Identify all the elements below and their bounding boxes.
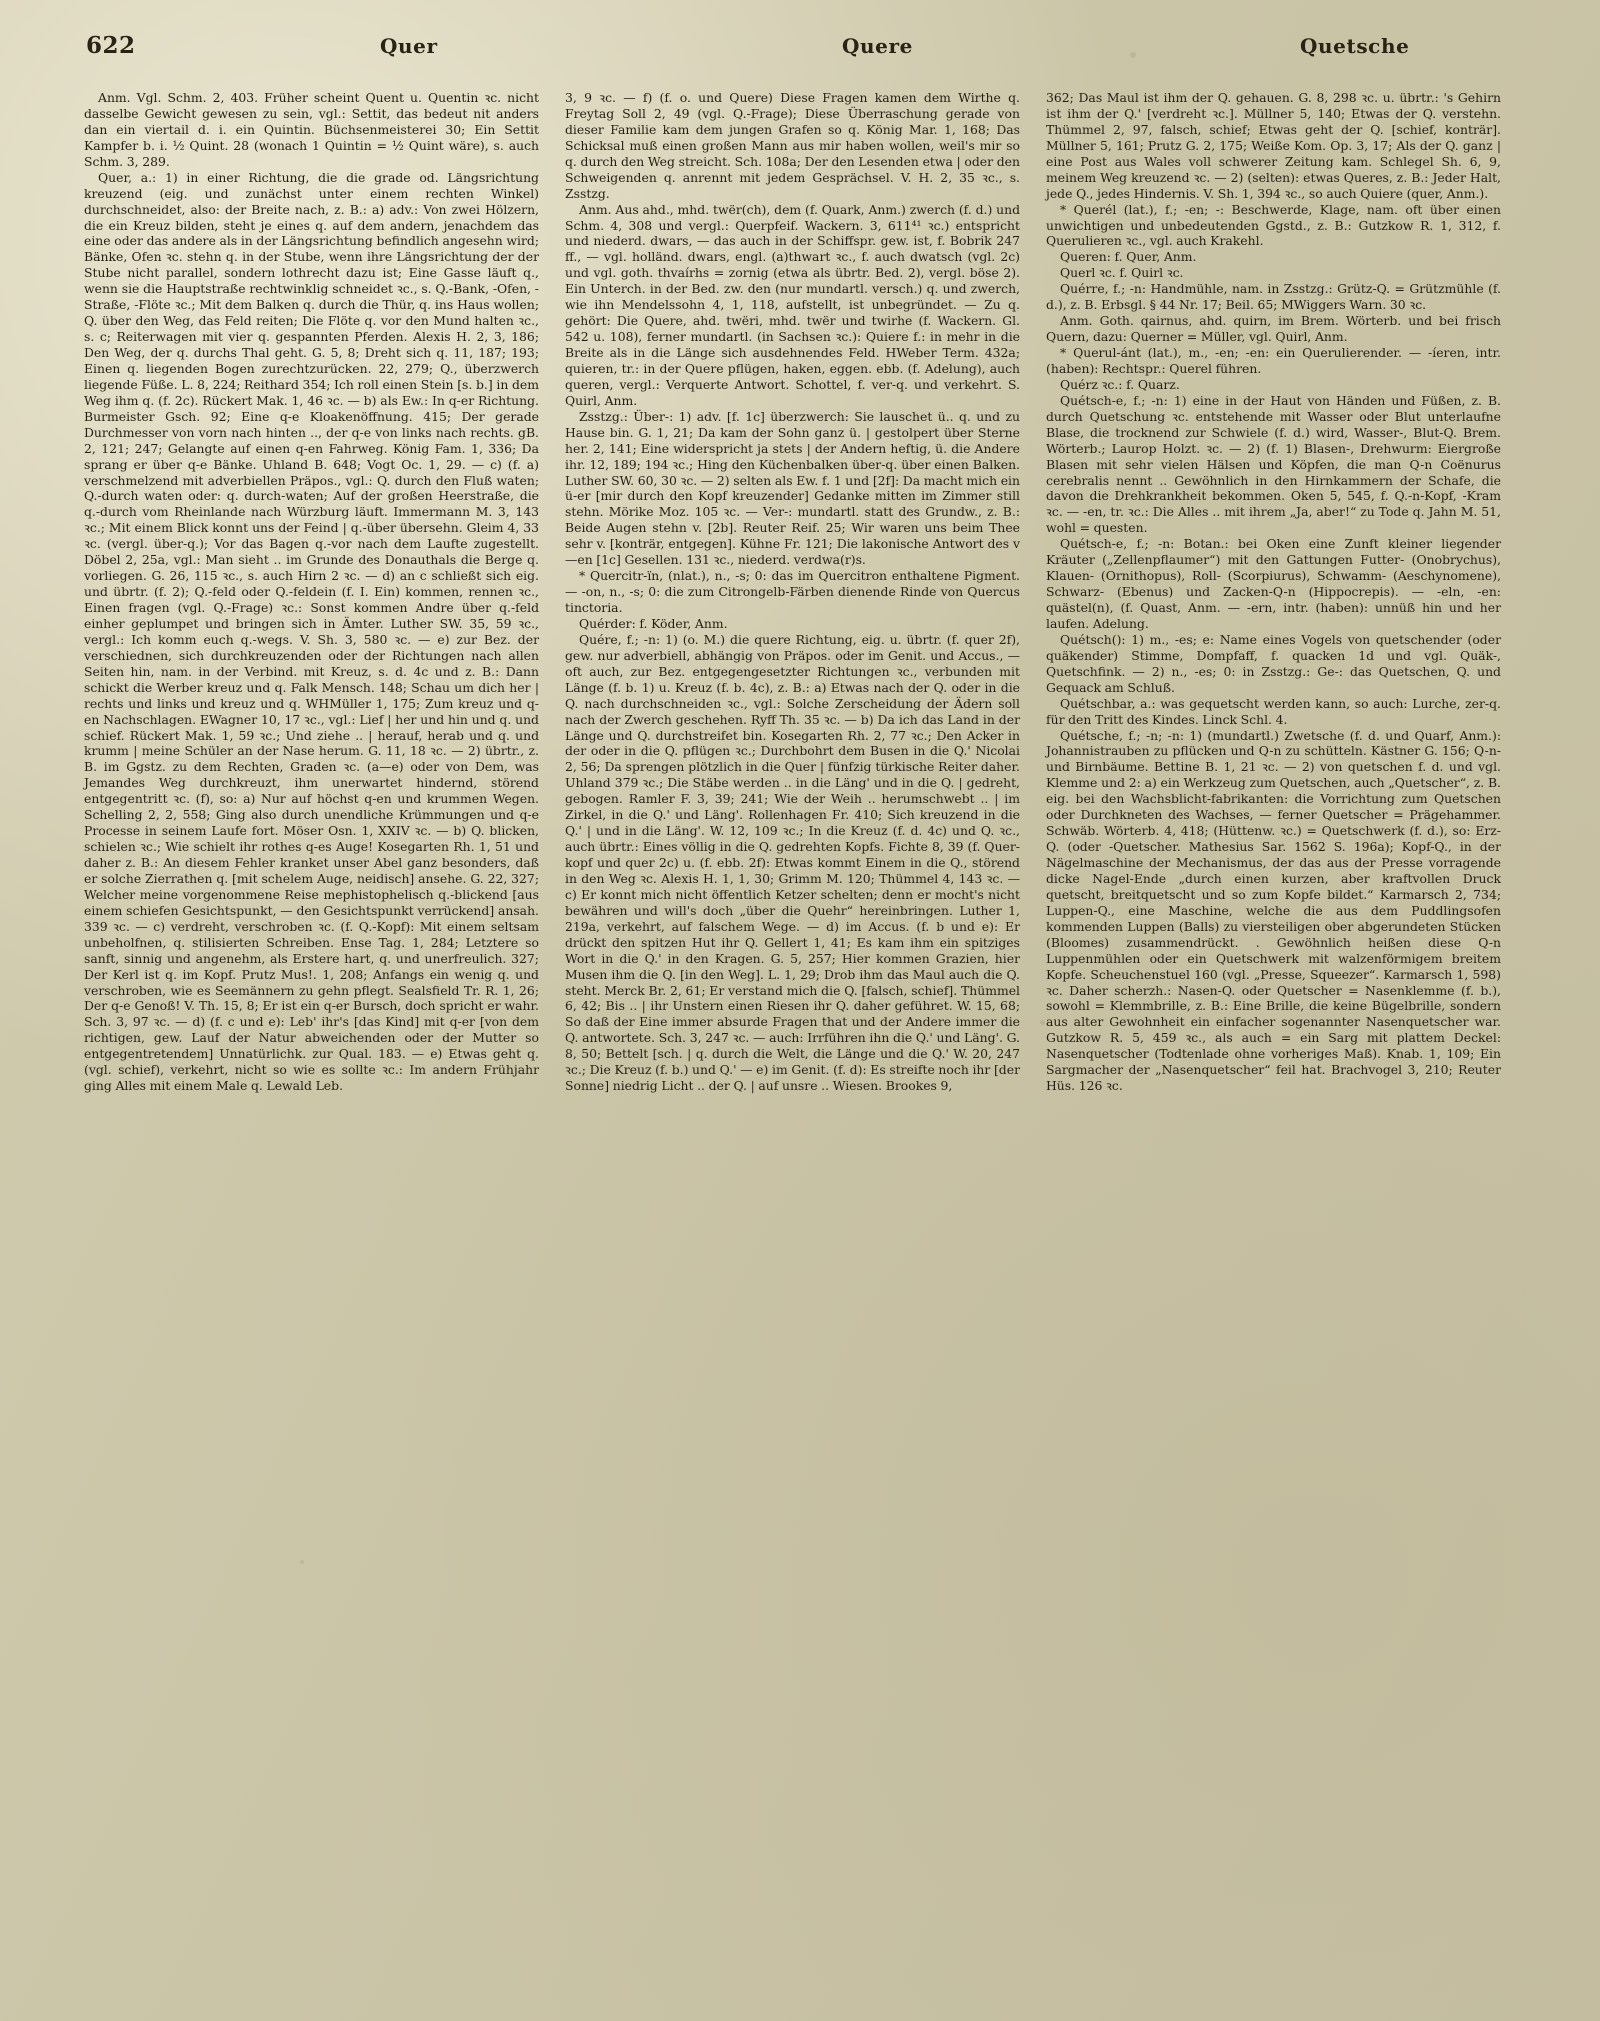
paragraph: Quére, f.; -n: 1) (o. M.) die quere Richtung, eig. u. übrtr. (f. quer 2f), gew. nur adverbiell, abhängig von Präpos. oder im Genit. und Accus., — oft auch, zur Bez. entgegengesetzter Richtungen ꝛc., verbunden mit Länge (f. b. 1) u. Kreuz (f. b. 4c), z. B.: a) Etwas nach der Q. oder in die Q. nach durchschneiden ꝛc., vgl.: Solche Zerscheidung der Ädern soll nach der Zwerch geschehen. Ryff Th. 35 ꝛc. — b) Da ich das Land in der Länge und Q. durchstreifet bin. Kosegarten Rh. 2, 77 ꝛc.; Den Acker in der oder in die Q. pflügen ꝛc.; Durchbohrt dem Busen in die Q.' Nicolai 2, 56; Da sprengen plötzlich in die Quer | fünfzig türkische Reiter daher. Uhland 379 ꝛc.; Die Stäbe werden .. in die Läng' und in die Q. | gedreht, gebogen. Ramler F. 3, 39; 241; Wie der Weih .. herumschwebt .. | im Zirkel, in die Q.' und Läng'. Rollenhagen Fr. 410; Sich kreuzend in die Q.' | und in die Läng'. W. 12, 109 ꝛc.; In die Kreuz (f. d. 4c) und Q. ꝛc., auch übrtr.: Eines völlig in die Q. gedrehten Kopfs. Fichte 8, 39 (f. Quer-kopf und quer 2c) u. (f. ebb. 2f): Etwas kommt Einem in die Q., störend in den Weg ꝛc. Alexis H. 1, 1, 30; Grimm M. 120; Thümmel 4, 143 ꝛc. — c) Er konnt mich nicht öffentlich Ketzer schelten; denn er mocht's nicht bewähren und will's doch „über die Quehr“ hereinbringen. Luther 1, 219a, verkehrt, auf falschem Wege. — d) im Accus. (f. b und e): Er drückt den spitzen Hut ihr Q. Gellert 1, 41; Es kam ihm ein spitziges Wort in die Q.' in den Kragen. G. 5, 257; Hier kommen Grazien, hier Musen ihm die Q. [in den Weg]. L. 1, 29; Drob ihm das Maul auch die Q. steht. Merck Br. 2, 61; Er verstand mich die Q. [falsch, schief]. Thümmel 6, 42; Bis .. | ihr Unstern einen Riesen ihr Q. daher geführet. W. 15, 68; So daß der Eine immer absurde Fragen that und der Andere immer die Q. antwortete. Sch. 3, 247 ꝛc. — auch: Irrführen ihn die Q.' und Läng'. G. 8, 50; Bettelt [sch. | q. durch die Welt, die Länge und die Q.' W. 20, 247 ꝛc.; Die Kreuz (f. b.) und Q.' — e) im Genit. (f. d): Es streifte noch ihr [der Sonne] niedrig Licht .. der Q. | auf unsre .. Wiesen. Brookes 9, <box>565 631 1020 1094</box>
paragraph: * Quercitr-ïn, (nlat.), n., -s; 0: das im Quercitron enthaltene Pigment. — -on, n., -s; 0: die zum Citrongelb-Färben dienende Rinde von Quercus tinctoria. <box>565 568 1020 615</box>
paragraph: * Querél (lat.), f.; -en; -: Beschwerde, Klage, nam. oft über einen unwichtigen und unbedeutenden Ggstd., z. B.: Gutzkow R. 1, 312, f. Querulieren ꝛc., vgl. auch Krakehl. <box>1046 201 1501 249</box>
paragraph: 3, 9 ꝛc. — f) (f. o. und Quere) Diese Fragen kamen dem Wirthe q. Freytag Soll 2, 49 (vgl. Q.-Frage); Diese Überraschung gerade von dieser Familie kam dem jungen Grafen so q. König Mar. 1, 168; Das Schicksal muß einen großen Mann aus mir haben wollen, weil's mir so q. durch den Weg streicht. Sch. 108a; Der den Lesenden etwa | oder den Schweigenden q. anrennt mit jedem Gesprächsel. V. H. 2, 35 ꝛc., s. Zsstzg. <box>565 90 1020 201</box>
text-columns <box>84 90 1548 1991</box>
paragraph: Quétschbar, a.: was gequetscht werden kann, so auch: Lurche, zer-q. für den Tritt des Kindes. Linck Schl. 4. <box>1046 695 1501 727</box>
page-number: 622 <box>86 32 136 59</box>
column-left <box>84 90 539 1991</box>
paragraph: Querl ꝛc. f. Quirl ꝛc. <box>1060 265 1184 281</box>
running-head-center: Quere <box>842 34 913 58</box>
page-content-area <box>60 28 1548 1991</box>
paragraph: Quérz ꝛc.: f. Quarz. <box>1060 376 1180 392</box>
paragraph: Anm. Vgl. Schm. 2, 403. Früher scheint Quent u. Quentin ꝛc. nicht dasselbe Gewicht gewesen zu sein, vgl.: Settit, das bedeut nit anders dan ein viertail d. i. ein Quintin. Büchsenmeisterei 30; Ein Settit Kampfer b. i. ¹⁄₂ Quint. 28 (wonach 1 Quintin = ¹⁄₂ Quint wäre), s. auch Schm. 3, 289. <box>84 90 539 169</box>
paragraph: Quérder: f. Köder, Anm. <box>579 615 728 631</box>
running-head-right: Quetsche <box>1300 34 1410 58</box>
paragraph: Quétsch-e, f.; -n: Botan.: bei Oken eine Zunft kleiner liegender Kräuter („Zellenpflaumer“) mit den Gattungen Futter- (Onobrychus), Klauen- (Ornithopus), Roll- (Scorpiurus), Schwamm- (Aeschynomene), Schwarz- (Ebenus) und Zacken-Q-n (Hippocrepis). — -eln, -en: quästel(n), (f. Quast, Anm. — -ern, intr. (haben): unnüß hin und her laufen. Adelung. <box>1046 536 1501 631</box>
paragraph: Quétsch(): 1) m., -es; e: Name eines Vogels von quetschender (oder quäkender) Stimme, Dompfaff, f. quacken 1d und vgl. Quäk-, Quetschfink. — 2) n., -es; 0: in Zsstzg.: Ge-: das Quetschen, Q. und Gequack am Schluß. <box>1046 631 1501 695</box>
paragraph: Quer, a.: 1) in einer Richtung, die die grade od. Längsrichtung kreuzend (eig. und zunächst unter einem rechten Winkel) durchschneidet, also: der Breite nach, z. B.: a) adv.: Von zwei Hölzern, die ein Kreuz bilden, steht je eines q. auf dem andern, jenachdem das eine oder das andere als in der Längsrichtung befindlich angesehn wird; Bänke, Ofen ꝛc. stehn q. in der Stube, wenn ihre Längsrichtung der der Stube nicht parallel, sondern lothrecht dazu ist; Eine Gasse läuft q., wenn sie die Hauptstraße rechtwinklig schneidet ꝛc., s. Q.-Bank, -Ofen, -Straße, -Flöte ꝛc.; Mit dem Balken q. durch die Thür, q. ins Haus wollen; Q. über den Weg, das Feld reiten; Die Flöte q. vor den Mund halten ꝛc., s. c; Reiterwagen mit vier q. gespannten Pferden. Alexis H. 2, 3, 186; Den Weg, der q. durchs Thal geht. G. 5, 8; Dreht sich q. 11, 187; 193; Einen q. liegenden Bogen zurechtzurücken. 22, 279; Q., überzwerch liegende Füße. L. 8, 224; Reithard 354; Ich roll einen Stein [s. b.] in dem Weg ihm q. (f. 2c). Rückert Mak. 1, 46 ꝛc. — b) als Ew.: In q-er Richtung. Burmeister Gsch. 92; Eine q-e Kloakenöffnung. 415; Der gerade Durchmesser von vorn nach hinten .., der q-e von links nach rechts. gB. 2, 121; 247; Gelangte auf einen q-en Fahrweg. König Fam. 1, 336; Da sprang er über q-e Bänke. Uhland B. 648; Vogt Oc. 1, 29. — c) (f. a) verschmelzend mit adverbiellen Präpos., vgl.: Q. durch den Fluß waten; Q.-durch waten oder: q. durch-waten; Auf der großen Heerstraße, die q.-durch vom Rheinlande nach Würzburg läuft. Immermann M. 3, 143 ꝛc.; Mit einem Blick konnt uns der Feind | q.-über übersehn. Gleim 4, 33 ꝛc. (vergl. über-q.); Vor das Bagen q.-vor nach dem Laufte zugestellt. Döbel 2, 25a, vgl.: Man sieht .. im Grunde des Donauthals die Berge q. vorliegen. G. 26, 115 ꝛc., s. auch Hirn 2 ꝛc. — d) an c schließt sich eig. und übrtr. (f. 2); Q.-feld oder Q.-feldein (f. I. Ein) kommen, rennen ꝛc., Einen fragen (vgl. Q.-Frage) ꝛc.: Sonst kommen Andre über q.-feld einher geplumpet und bringen sich in Ämter. Luther SW. 35, 59 ꝛc., vergl.: Ich komm euch q.-wegs. V. Sh. 3, 580 ꝛc. — e) zur Bez. der verschiednen, sich durchkreuzenden oder der Richtungen nach allen Seiten hin, nam. in der Verbind. mit Kreuz, s. d. 4c und z. B.: Dann schickt die Werber kreuz und q. Falk Mensch. 148; Schau um dich her | rechts und links und kreuz und q. WHMüller 1, 175; Zum kreuz und q-en Nachschlagen. EWagner 10, 17 ꝛc., vgl.: Lief | her und hin und q. und schief. Rückert Mak. 1, 59 ꝛc.; Und ziehe .. | herauf, herab und q. und krumm | meine Schüler an der Nase herum. G. 11, 18 ꝛc. — 2) übrtr., z. B. im Ggstz. zu dem Rechten, Graden ꝛc. (a—e) oder von Dem, was Jemandes Weg durchkreuzt, ihm unerwartet hindernd, störend entgegentritt ꝛc. (f), so: a) Nur auf höchst q-en und krummen Wegen. Schelling 2, 2, 558; Ging also durch unendliche Krümmungen und q-e Processe in seinem Laufe fort. Möser Osn. 1, XXIV ꝛc. — b) Q. blicken, schielen ꝛc.; Wie schielt ihr rothes q-es Auge! Kosegarten Rh. 1, 51 und daher z. B.: An diesem Fehler kranket unser Abel ganz besonders, daß er solche Zierrathen q. [mit schelem Auge, neidisch] ansehe. G. 22, 327; Welcher meine vorgenommene Reise mephistophelisch q.-blickend [aus einem schiefen Gesichtspunkt, — den Gesichtspunkt verrückend] ansah. 339 ꝛc. — c) verdreht, verschroben ꝛc. (f. Q.-Kopf): Mit einem seltsam unbeholfnen, q. stilisierten Schreiben. Ense Tag. 1, 284; Letztere so sanft, sinnig und angenehm, als Erstere hart, q. und unerfreulich. 327; Der Kerl ist q. im Kopf. Prutz Mus!. 1, 208; Anfangs ein wenig q. und verschroben, wie es Seemännern zu gehn pflegt. Sealsfield Tr. R. 1, 26; Der q-e Genoß! V. Th. 15, 8; Er ist ein q-er Bursch, doch spricht er wahr. Sch. 3, 97 ꝛc. — d) (f. c und e): Leb' ihr's [das Kind] mit q-er [von dem richtigen, gew. Lauf der Natur abweichenden oder der Mutter so entgegentretendem] Unnatürlichk. zur Qual. 183. — e) Etwas geht q. (vgl. schief), verkehrt, nicht so wie es sollte ꝛc.: Im andern Frühjahr ging Alles mit einem Male q. Lewald Leb. <box>84 169 539 1094</box>
paragraph: Queren: f. Quer, Anm. <box>1060 249 1197 265</box>
column-center <box>565 90 1020 1991</box>
paragraph: Zsstzg.: Über-: 1) adv. [f. 1c] überzwerch: Sie lauschet ü.. q. und zu Hause bin. G. 1, 21; Da kam der Sohn ganz ü. | gestolpert über Sterne her. 2, 141; Eine widerspricht ja stets | der Andern heftig, ü. die Andere ihr. 12, 189; 194 ꝛc.; Hing den Küchenbalken über-q. über einen Balken. Luther SW. 60, 30 ꝛc. — 2) selten als Ew. f. 1 und [2f]: Da macht mich ein ü-er [mir durch den Kopf kreuzender] Gedanke mitten im Zimmer still stehn. Mörike Moz. 105 ꝛc. — Ver-: mundartl. statt des Grundw., z. B.: Beide Augen stehn v. [2b]. Reuter Reif. 25; Wir waren uns beim Thee sehr v. [konträr, entgegen]. Kühne Fr. 121; Die lakonische Antwort des v—en [1c] Gesellen. 131 ꝛc., niederd. verdwa(r)s. <box>565 408 1020 568</box>
paragraph: Anm. Goth. qairnus, ahd. quirn, im Brem. Wörterb. und bei frisch Quern, dazu: Querner = Müller, vgl. Quirl, Anm. <box>1046 313 1501 345</box>
running-head-left: Quer <box>380 34 438 58</box>
paragraph: * Querul-ánt (lat.), m., -en; -en: ein Querulierender. — -íeren, intr. (haben): Rechtspr.: Querel führen. <box>1046 345 1501 376</box>
column-right <box>1046 90 1501 1991</box>
paragraph: Anm. Aus ahd., mhd. twër(ch), dem (f. Quark, Anm.) zwerch (f. d.) und Schm. 4, 308 und vergl.: Querpfeif. Wackern. 3, 611⁴¹ ꝛc.) entspricht und niederd. dwars, — das auch in der Schiffspr. gew. ist, f. Bobrik 247 ff., — vgl. holländ. dwars, engl. (a)thwart ꝛc., f. auch dwatsch (vgl. 2c) und vgl. goth. thvaírhs = zornig (etwa als übrtr. Bed. 2), vergl. böse 2). Ein Unterch. in der Bed. zw. den (nur mundartl. versch.) q. und zwerch, wie ihn Mendelssohn 4, 1, 118, aufstellt, ist unbegründet. — Zu q. gehört: Die Quere, ahd. twëri, mhd. twër und twirhe (f. Wackern. Gl. 542 u. 108), ferner mundartl. (in Sachsen ꝛc.): Quiere f.: in mehr in die Breite als in die Länge sich ausdehnendes Feld. HWeber Term. 432a; quieren, tr.: in der Quere pflügen, haken, eggen. ebb. (f. Adelung), auch queren, vergl.: Verquerte Antwort. Schottel, f. ver-q. und verkehrt. S. Quirl, Anm. <box>565 201 1020 408</box>
running-header <box>60 28 1548 72</box>
paragraph: Quétsch-e, f.; -n: 1) eine in der Haut von Händen und Füßen, z. B. durch Quetschung ꝛc. entstehende mit Wasser oder Blut unterlaufne Blase, die trocknend zur Schwiele (f. d.) wird, Wasser-, Blut-Q. Brem. Wörterb.; Laurop Holzt. ꝛc. — 2) (f. 1) Blasen-, Drehwurm: Eiergroße Blasen mit sehr vielen Hälsen und Köpfen, die man Q-n Coënurus cerebralis nennt .. Gewöhnlich in den Hirnkammern der Schafe, die davon die Drehkrankheit bekommen. Oken 5, 545, f. Q.-n-Kopf, -Kram ꝛc. — -en, tr. ꝛc.: Die Alles .. mit ihrem „Ja, aber!“ zu Tode q. Jahn M. 51, wohl = questen. <box>1046 392 1501 536</box>
paragraph: Quérre, f.; -n: Handmühle, nam. in Zsstzg.: Grütz-Q. = Grützmühle (f. d.), z. B. Erbsgl. § 44 Nr. 17; Beil. 65; MWiggers Warn. 30 ꝛc. <box>1046 281 1501 313</box>
paragraph: Quétsche, f.; -n; -n: 1) (mundartl.) Zwetsche (f. d. und Quarf, Anm.): Johannistrauben zu pflücken und Q-n zu schütteln. Kästner G. 156; Q-n- und Birnbäume. Bettine B. 1, 21 ꝛc. — 2) von quetschen f. d. und vgl. Klemme und 2: a) ein Werkzeug zum Quetschen, auch „Quetscher“, z. B. eig. bei den Wachsblicht-fabrikanten: die Vorrichtung zum Quetschen oder Durchkneten des Wachses, — ferner Quetscher = Prägehammer. Schwäb. Wörterb. 4, 418; (Hüttenw. ꝛc.) = Quetschwerk (f. d.), so: Erz-Q. (oder -Quetscher. Mathesius Sar. 1562 S. 196a); Kopf-Q., in der Nägelmaschine der Mechanismus, der das aus der Presse vorragende dicke Nagel-Ende „durch einen kurzen, aber kraftvollen Druck quetscht, breitquetscht und so zum Kopfe bildet.“ Karmarsch 2, 734; Luppen-Q., eine Maschine, welche die aus dem Puddlingsofen kommenden Luppen (Balls) zu viersteiligen ober abgerundeten Stücken (Bloomes) zusammendrückt. . Gewöhnlich heißen diese Q-n Luppenmühlen oder ein Quetschwerk mit walzenförmigem breitem Kopfe. Scheuchenstuel 160 (vgl. „Presse, Squeezer“. Karmarsch 1, 598) ꝛc. Daher scherzh.: Nasen-Q. oder Quetscher = Nasenklemme (f. b.), sowohl = Klemmbrille, z. B.: Eine Brille, die keine Bügelbrille, sondern aus alter Gewohnheit ein einfacher sogenannter Nasenquetscher war. Gutzkow R. 5, 459 ꝛc., als auch = ein Sarg mit plattem Deckel: Nasenquetscher (Todtenlade ohne vorheriges Maß). Knab. 1, 109; Ein Sargmacher der „Nasenquetscher“ feil hat. Brachvogel 3, 210; Reuter Hüs. 126 ꝛc. <box>1046 727 1501 1094</box>
paragraph: 362; Das Maul ist ihm der Q. gehauen. G. 8, 298 ꝛc. u. übrtr.: 's Gehirn ist ihm der Q.' [verdreht ꝛc.]. Müllner 5, 140; Etwas der Q. verstehn. Thümmel 2, 97, falsch, schief; Etwas geht der Q. [schief, konträr]. Müllner 5, 161; Prutz G. 2, 175; Weiße Kom. Op. 3, 17; Als der Q. ganz | eine Post aus Wales voll schwerer Zeitung kam. Schlegel Sh. 6, 9, meinem Weg kreuzend ꝛc. — 2) (selten): etwas Queres, z. B.: Jeder Halt, jede Q., jedes Hindernis. V. Sh. 1, 394 ꝛc., so auch Quiere (quer, Anm.). <box>1046 90 1501 201</box>
